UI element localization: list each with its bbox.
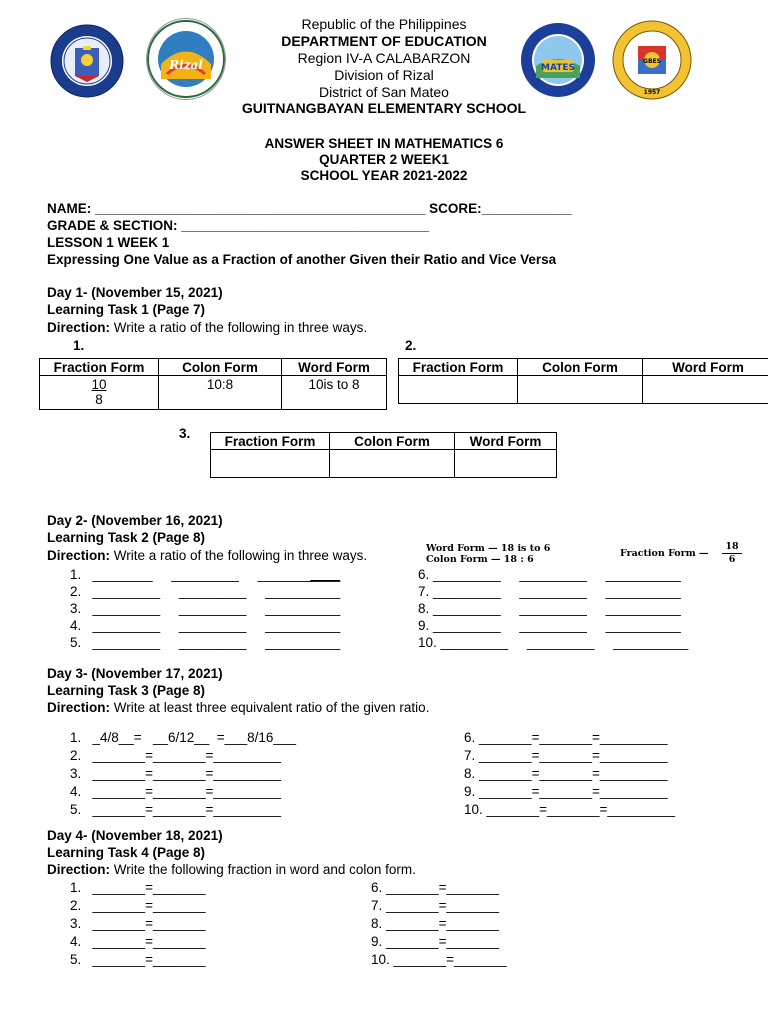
list-item[interactable]: 4. _______=_______=_________ — [70, 784, 281, 799]
title-line3: SCHOOL YEAR 2021-2022 — [300, 168, 468, 183]
list-item[interactable]: 6. _______=_______=_________ — [464, 730, 668, 745]
svg-text:GBES: GBES — [643, 58, 661, 65]
day2-direction — [47, 548, 367, 563]
lesson-label: LESSON 1 WEEK 1 — [47, 235, 170, 250]
school-name: GUITNANGBAYAN ELEMENTARY SCHOOL — [241, 100, 527, 116]
day2-task: Learning Task 2 (Page 8) — [47, 530, 206, 545]
header-colon: Colon Form — [518, 359, 643, 376]
republic-text: Republic of the Philippines — [301, 16, 467, 32]
region-text: Region IV-A CALABARZON — [297, 50, 471, 66]
fraction-numerator: 10 — [91, 377, 107, 392]
cell-word[interactable] — [282, 376, 387, 410]
list-item[interactable]: 10. _______=_______=_________ — [464, 802, 675, 817]
fraction-denominator: 8 — [95, 392, 103, 407]
cell-word[interactable] — [455, 450, 557, 478]
cell-fraction[interactable] — [40, 376, 159, 410]
direction-label: Direction: — [47, 548, 111, 563]
list-item[interactable]: 1. _______=_______ — [70, 880, 206, 895]
list-item[interactable]: 8. _________ _________ __________ — [418, 601, 681, 616]
list-item[interactable]: 8. _______=_______=_________ — [464, 766, 668, 781]
list-item[interactable]: 6. _______=_______ — [371, 880, 500, 895]
day1-table-2 — [398, 358, 768, 404]
list-item[interactable]: 2. _______=_______ — [70, 898, 206, 913]
day2-right-items — [418, 566, 688, 651]
cell-word[interactable] — [643, 376, 768, 404]
header-fraction: Fraction Form — [40, 359, 159, 376]
day3-right-items — [464, 729, 675, 819]
direction-label: Direction: — [47, 320, 111, 335]
list-item[interactable]: 8. _______=_______ — [371, 916, 500, 931]
header-word: Word Form — [282, 359, 387, 376]
list-item[interactable]: 10. _______=_______ — [371, 952, 507, 967]
list-item[interactable]: 7. _________ _________ __________ — [418, 584, 681, 599]
day1-item3-number: 3. — [179, 426, 191, 441]
header-colon: Colon Form — [330, 433, 455, 450]
example-numerator: 18 — [722, 541, 742, 554]
cell-fraction[interactable] — [399, 376, 518, 404]
direction-text: Write a ratio of the following in three ways. — [110, 320, 368, 335]
day4-left-items — [70, 879, 206, 969]
list-item[interactable]: 1. _4/8__= __6/12__ =___8/16___ — [70, 730, 296, 745]
day4-direction — [47, 862, 416, 877]
cell-colon[interactable] — [518, 376, 643, 404]
example-fraction — [722, 541, 742, 566]
day3-direction — [47, 700, 429, 715]
list-item[interactable]: 1. ________ _________ ___________ — [70, 567, 341, 582]
list-item[interactable]: 5. _______=_______=_________ — [70, 802, 281, 817]
list-item[interactable]: 9. _________ _________ __________ — [418, 618, 681, 633]
header-fraction: Fraction Form — [211, 433, 330, 450]
day2-left-items — [70, 566, 340, 651]
day1-table-1 — [39, 358, 387, 410]
name-score-line[interactable]: NAME: ____________________________________________ SCORE:____________ — [47, 201, 572, 216]
list-item[interactable]: 4. _______=_______ — [70, 934, 206, 949]
list-item[interactable]: 4. _________ _________ __________ — [70, 618, 341, 633]
list-item[interactable]: 5. _________ _________ __________ — [70, 635, 341, 650]
direction-label: Direction: — [47, 862, 111, 877]
day4-right-items — [371, 879, 507, 969]
cell-fraction[interactable] — [211, 450, 330, 478]
header-fraction: Fraction Form — [399, 359, 518, 376]
day1-direction — [47, 320, 367, 335]
day2-heading: Day 2- (November 16, 2021) — [47, 513, 223, 528]
day4-task: Learning Task 4 (Page 8) — [47, 845, 206, 860]
header-word: Word Form — [643, 359, 768, 376]
day1-item1-number: 1. — [73, 338, 85, 353]
list-item[interactable]: 9. _______=_______ — [371, 934, 500, 949]
direction-text: Write at least three equivalent ratio of the given ratio. — [110, 700, 430, 715]
colon-value: 10:8 — [206, 377, 234, 392]
example-colon-form: Colon Form — 18 : 6 — [426, 554, 534, 565]
lesson-topic: Expressing One Value as a Fraction of another Given their Ratio and Vice Versa — [47, 252, 557, 267]
district-text: District of San Mateo — [319, 84, 449, 100]
day3-left-items — [70, 729, 296, 819]
list-item[interactable]: 3. _______=_______=_________ — [70, 766, 281, 781]
list-item[interactable]: 5. _______=_______ — [70, 952, 206, 967]
day1-heading: Day 1- (November 15, 2021) — [47, 285, 223, 300]
word-value: 10is to 8 — [308, 377, 360, 392]
list-item[interactable]: 9. _______=_______=_________ — [464, 784, 668, 799]
title-line1: ANSWER SHEET IN MATHEMATICS 6 — [264, 136, 504, 151]
list-item[interactable]: 3. _________ _________ __________ — [70, 601, 341, 616]
list-item[interactable]: 7. _______=_______=_________ — [464, 748, 668, 763]
header-colon: Colon Form — [159, 359, 282, 376]
direction-label: Direction: — [47, 700, 111, 715]
list-item[interactable]: 7. _______=_______ — [371, 898, 500, 913]
day1-task: Learning Task 1 (Page 7) — [47, 302, 206, 317]
example-denominator: 6 — [728, 554, 736, 565]
deped-text: DEPARTMENT OF EDUCATION — [281, 33, 487, 49]
day1-item2-number: 2. — [405, 338, 417, 353]
example-fraction-form: Fraction Form — — [620, 548, 709, 559]
day3-task: Learning Task 3 (Page 8) — [47, 683, 206, 698]
list-item[interactable]: 3. _______=_______ — [70, 916, 206, 931]
day4-heading: Day 4- (November 18, 2021) — [47, 828, 223, 843]
svg-text:MATES: MATES — [541, 63, 575, 73]
svg-text:Rizal: Rizal — [169, 58, 203, 72]
cell-colon[interactable] — [159, 376, 282, 410]
list-item[interactable]: 10. _________ _________ __________ — [418, 635, 689, 650]
svg-text:1957: 1957 — [643, 89, 661, 96]
list-item[interactable]: 2. _______=_______=_________ — [70, 748, 281, 763]
grade-section-line[interactable]: GRADE & SECTION: _________________________________ — [47, 218, 430, 233]
cell-colon[interactable] — [330, 450, 455, 478]
direction-text: Write the following fraction in word and colon form. — [110, 862, 416, 877]
header-word: Word Form — [455, 433, 557, 450]
division-text: Division of Rizal — [334, 67, 434, 83]
list-item[interactable]: 6. _________ _________ __________ — [418, 567, 681, 582]
list-item[interactable]: 2. _________ _________ __________ — [70, 584, 341, 599]
direction-text: Write a ratio of the following in three ways. — [110, 548, 368, 563]
example-word-form: Word Form — 18 is to 6 — [426, 543, 551, 554]
title-line2: QUARTER 2 WEEK1 — [319, 152, 449, 167]
day1-table-3 — [210, 432, 557, 478]
day3-heading: Day 3- (November 17, 2021) — [47, 666, 223, 681]
